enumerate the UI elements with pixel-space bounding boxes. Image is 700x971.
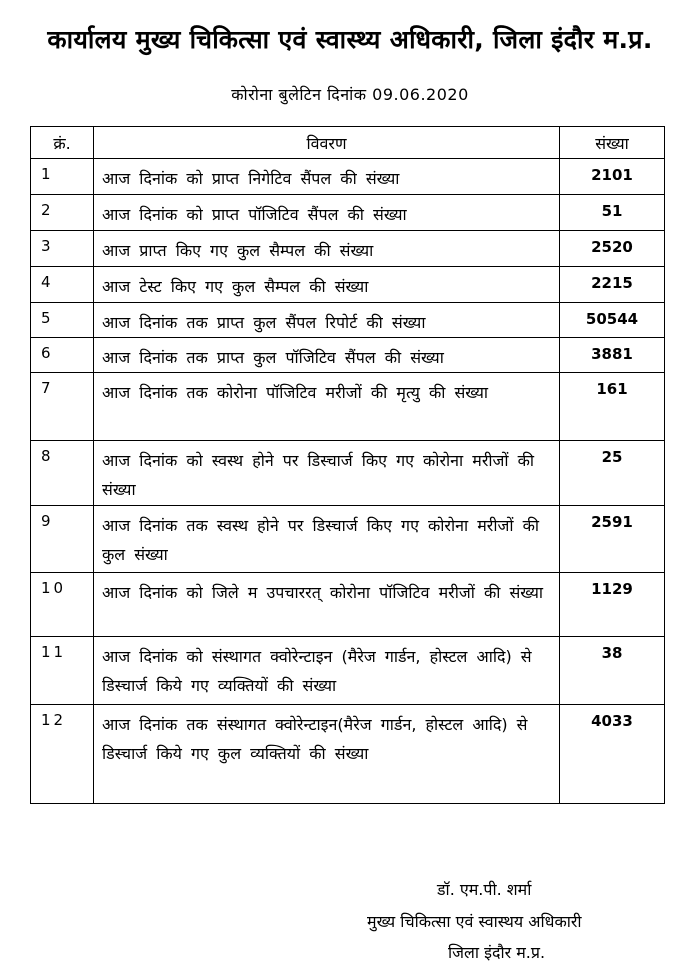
row-count: 25 bbox=[560, 441, 665, 506]
row-count: 50544 bbox=[560, 303, 665, 338]
row-description: आज दिनांक तक प्राप्त कुल पॉजिटिव सैंपल की संख्या bbox=[94, 338, 560, 373]
table-row bbox=[31, 267, 665, 303]
row-description: आज दिनांक तक कोरोना पॉजिटिव मरीजों की मृत्यु की संख्या bbox=[94, 373, 560, 441]
bulletin-date-heading: कोरोना बुलेटिन दिनांक 09.06.2020 bbox=[231, 85, 469, 104]
row-serial: 6 bbox=[31, 338, 94, 373]
row-serial: 5 bbox=[31, 303, 94, 338]
row-serial: 9 bbox=[31, 506, 94, 573]
row-count: 51 bbox=[560, 195, 665, 231]
column-header-description: विवरण bbox=[94, 127, 560, 159]
row-description: आज दिनांक को संस्थागत क्वोरेन्टाइन (मैरेज गार्डन, होस्टल आदि) से डिस्चार्ज किये गए व्यक्तियों की संख्या bbox=[94, 637, 560, 705]
row-count: 38 bbox=[560, 637, 665, 705]
row-count: 2215 bbox=[560, 267, 665, 303]
row-description: आज टेस्ट किए गए कुल सैम्पल की संख्या bbox=[94, 267, 560, 303]
signatory-designation: मुख्य चिकित्सा एवं स्वास्थय अधिकारी bbox=[367, 912, 582, 931]
row-serial: 7 bbox=[31, 373, 94, 441]
row-count: 3881 bbox=[560, 338, 665, 373]
table-row bbox=[31, 506, 665, 573]
row-description: आज दिनांक को प्राप्त निगेटिव सैंपल की संख्या bbox=[94, 159, 560, 195]
table-row bbox=[31, 195, 665, 231]
row-serial: 11 bbox=[31, 637, 94, 705]
table-row bbox=[31, 573, 665, 637]
row-count: 2591 bbox=[560, 506, 665, 573]
row-description: आज दिनांक को स्वस्थ होने पर डिस्चार्ज किए गए कोरोना मरीजों की संख्या bbox=[94, 441, 560, 506]
table-row bbox=[31, 159, 665, 195]
row-description: आज दिनांक तक प्राप्त कुल सैंपल रिपोर्ट की संख्या bbox=[94, 303, 560, 338]
row-count: 4033 bbox=[560, 705, 665, 804]
signatory-name: डॉ. एम.पी. शर्मा bbox=[437, 880, 532, 899]
row-description: आज दिनांक तक स्वस्थ होने पर डिस्चार्ज किए गए कोरोना मरीजों की कुल संख्या bbox=[94, 506, 560, 573]
row-serial: 1 bbox=[31, 159, 94, 195]
row-count: 2101 bbox=[560, 159, 665, 195]
table-row bbox=[31, 637, 665, 705]
row-count: 1129 bbox=[560, 573, 665, 637]
column-header-count: संख्या bbox=[560, 127, 665, 159]
table-row bbox=[31, 373, 665, 441]
table-row bbox=[31, 303, 665, 338]
row-description: आज दिनांक को प्राप्त पॉजिटिव सैंपल की संख्या bbox=[94, 195, 560, 231]
row-serial: 4 bbox=[31, 267, 94, 303]
row-serial: 8 bbox=[31, 441, 94, 506]
row-count: 161 bbox=[560, 373, 665, 441]
row-description: आज प्राप्त किए गए कुल सैम्पल की संख्या bbox=[94, 231, 560, 267]
row-count: 2520 bbox=[560, 231, 665, 267]
row-serial: 2 bbox=[31, 195, 94, 231]
table-row bbox=[31, 705, 665, 804]
row-serial: 10 bbox=[31, 573, 94, 637]
office-title: कार्यालय मुख्य चिकित्सा एवं स्वास्थ्य अधिकारी, जिला इंदौर म.प्र. bbox=[47, 25, 653, 54]
row-serial: 12 bbox=[31, 705, 94, 804]
column-header-serial: क्रं. bbox=[31, 127, 94, 159]
table-row bbox=[31, 441, 665, 506]
row-description: आज दिनांक तक संस्थागत क्वोरेन्टाइन(मैरेज गार्डन, होस्टल आदि) से डिस्चार्ज किये गए कुल व्यक्तियों की संख्या bbox=[94, 705, 560, 804]
table-row bbox=[31, 231, 665, 267]
row-serial: 3 bbox=[31, 231, 94, 267]
table-row bbox=[31, 338, 665, 373]
bulletin-table bbox=[30, 126, 665, 804]
signatory-district: जिला इंदौर म.प्र. bbox=[448, 943, 546, 962]
table-header-row bbox=[31, 127, 665, 159]
row-description: आज दिनांक को जिले म उपचाररत् कोरोना पॉजिटिव मरीजों की संख्या bbox=[94, 573, 560, 637]
